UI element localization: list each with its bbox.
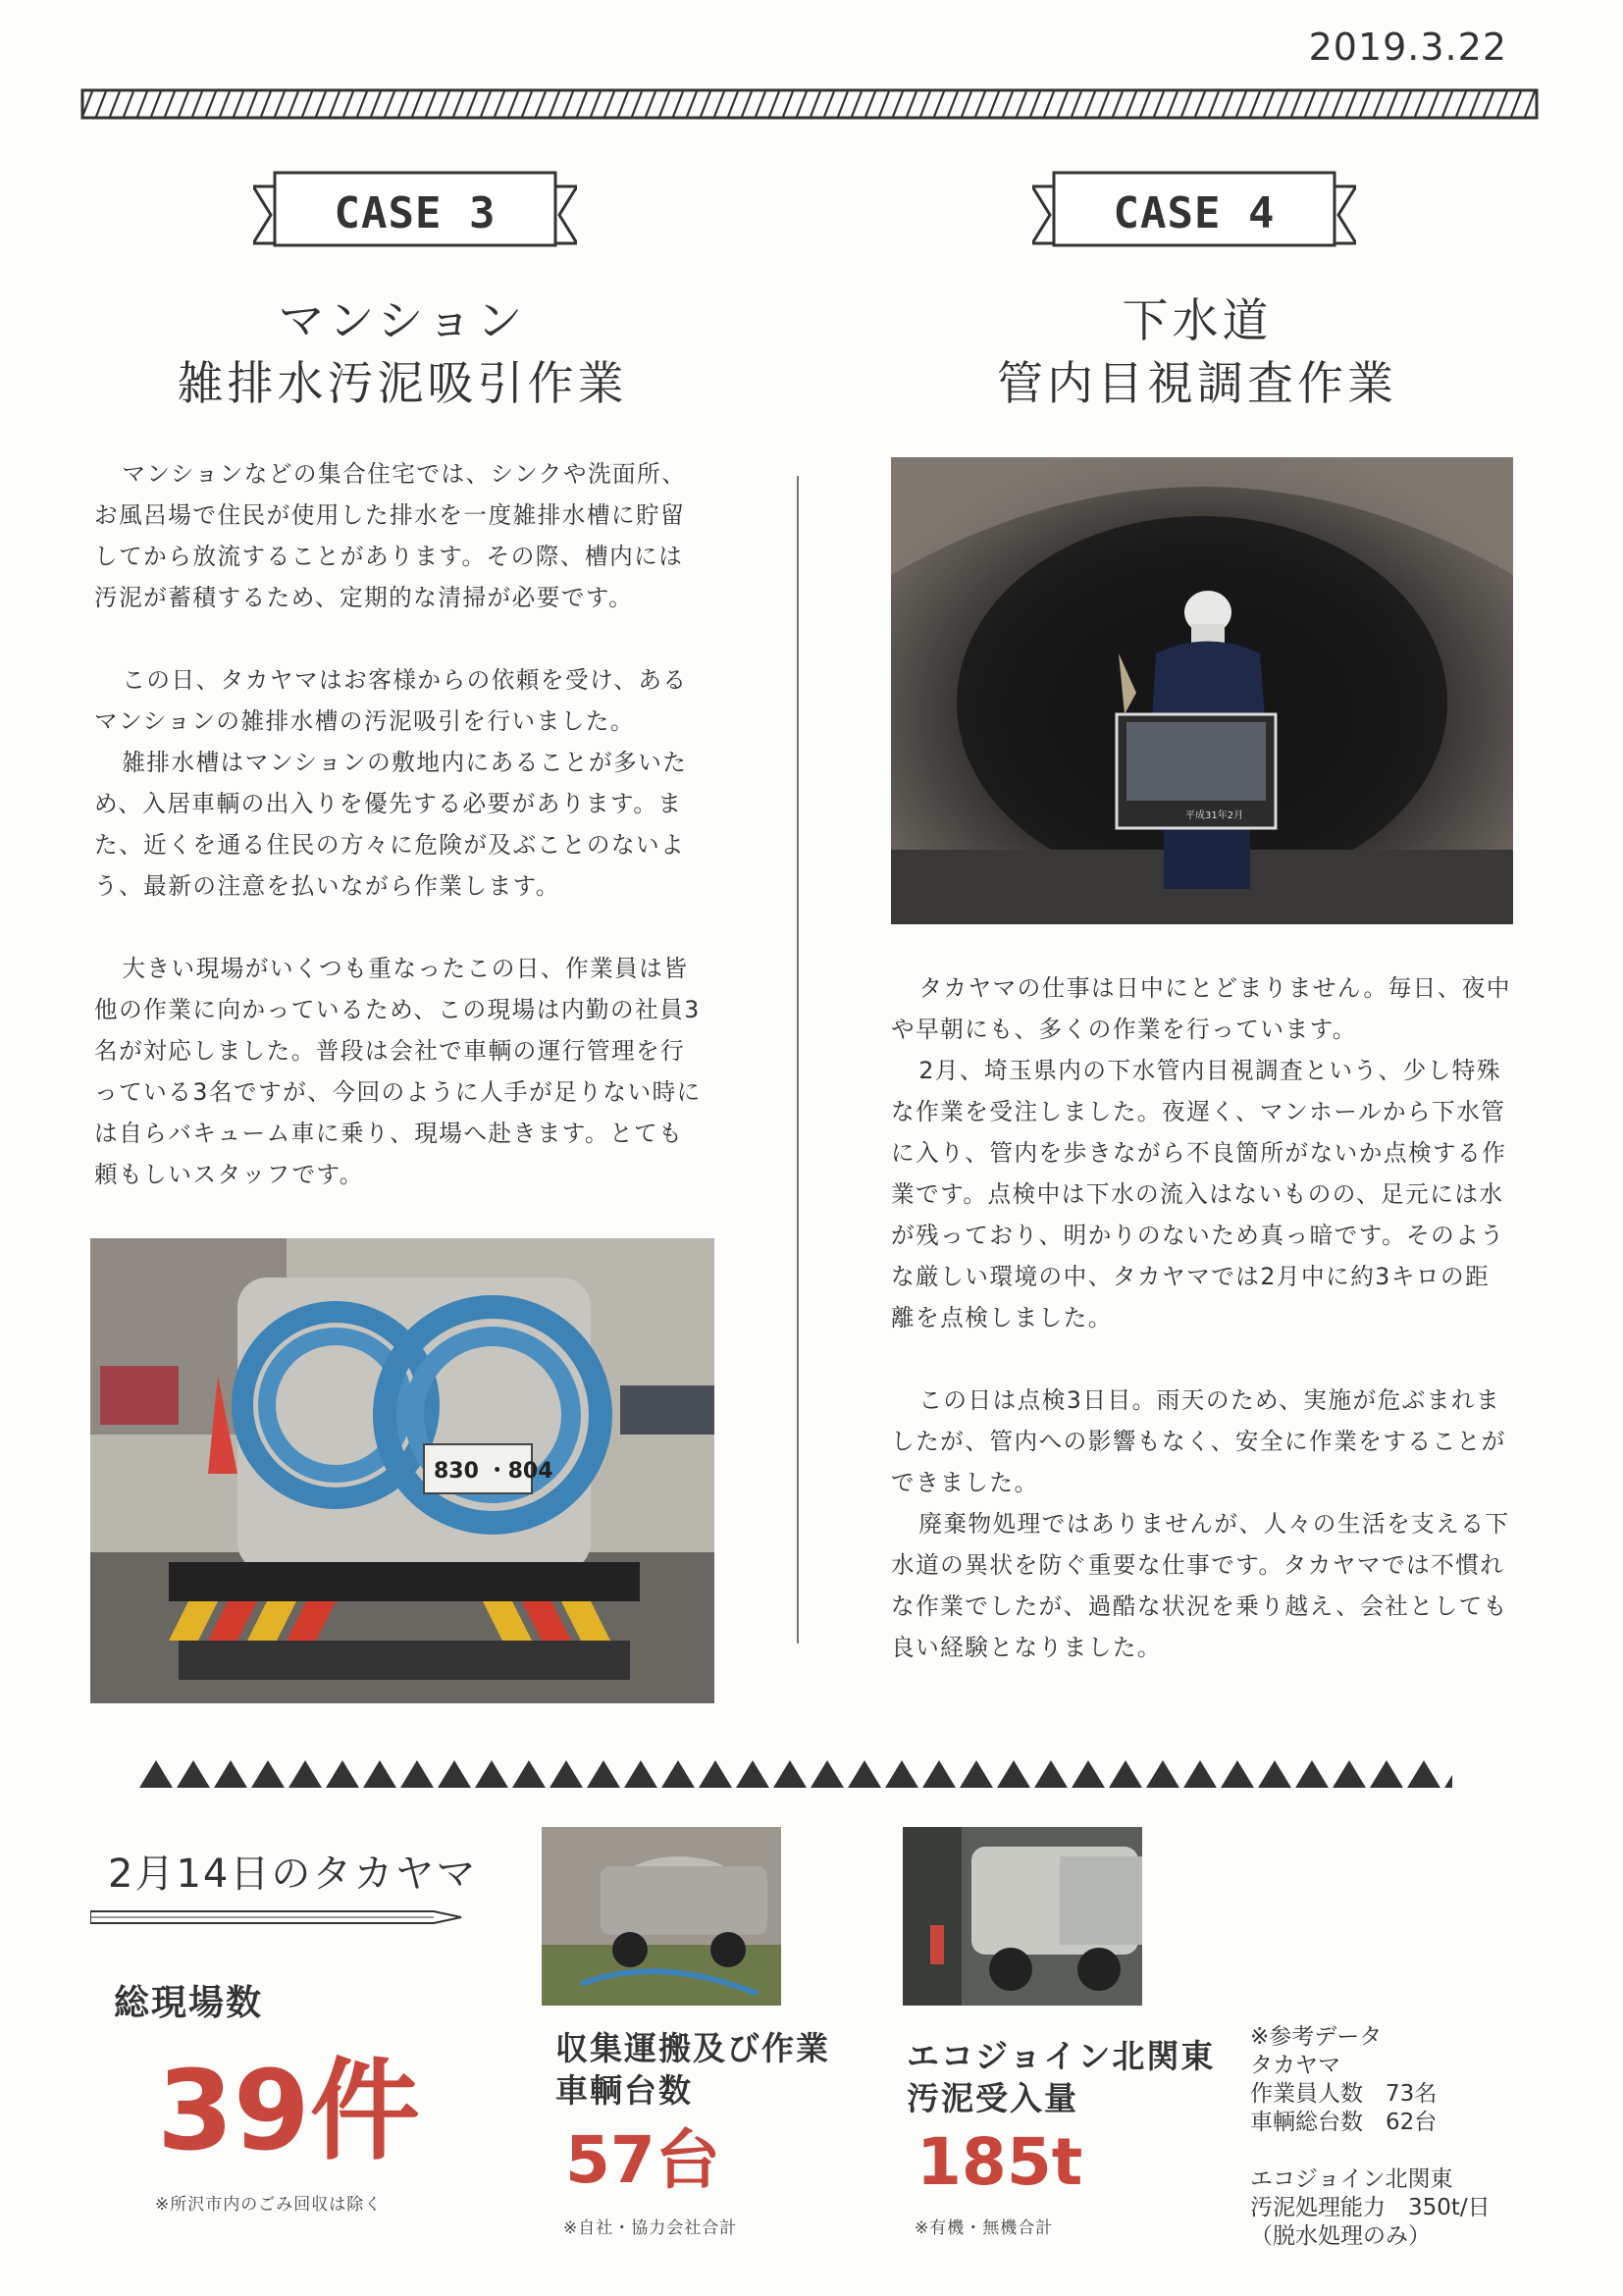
truck-plate: 830 ・804 <box>434 1459 553 1484</box>
vehicles-label-line1: 収集運搬及び作業 <box>555 2029 830 2067</box>
ref-vehicles: 車輌総台数 62台 <box>1250 2110 1438 2135</box>
case3-paragraph: 大きい現場がいくつも重なったこの日、作業員は皆他の作業に向かっているため、この現場は内勤の社員3名が対応しました。普段は会社で車輌の運行管理を行っている3名ですが、今回のように人手が足りない時には自らバキューム車に乗り、現場へ赴きます。とても頼もしいスタッフです。 <box>94 955 702 1188</box>
case3-title-line2: 雑排水汚泥吸引作業 <box>177 357 628 411</box>
case3-body <box>94 453 703 1195</box>
ref-company: タカヤマ <box>1250 2053 1340 2078</box>
ref-eco-name: エコジョイン北関東 <box>1250 2166 1453 2192</box>
case4-title-line1: 下水道 <box>1122 294 1273 348</box>
column-divider <box>797 476 799 1644</box>
case4-paragraph: 廃棄物処理ではありませんが、人々の生活を支える下水道の異状を防ぐ重要な仕事です。タカヤマでは不慣れな作業でしたが、過酷な状況を乗り越え、会社としても良い経験となりました。 <box>891 1510 1510 1661</box>
collection-truck-photo <box>542 1827 781 2006</box>
case4-body <box>891 967 1513 1668</box>
eco-truck-photo <box>903 1827 1142 2006</box>
case3-paragraph: この日、タカヤマはお客様からの依頼を受け、あるマンションの雑排水槽の汚泥吸引を行いました。 <box>94 666 688 735</box>
issue-date: 2019.3.22 <box>1308 26 1507 69</box>
case3-banner <box>253 165 577 267</box>
eco-note: ※有機・無機合計 <box>915 2218 1054 2238</box>
case3-label: CASE 3 <box>334 188 497 238</box>
reference-data <box>1250 2023 1544 2251</box>
case3-paragraph: マンションなどの集合住宅では、シンクや洗面所、お風呂場で住民が使用した排水を一度雑排水槽に貯留してから放流することがあります。その際、槽内には汚泥が蓄積するため、定期的な清掃が必要です。 <box>94 460 687 611</box>
vehicles-label-line2: 車輌台数 <box>555 2071 693 2110</box>
top-hatched-bar <box>80 86 1539 122</box>
eco-label <box>907 2035 1215 2119</box>
vehicles-note: ※自社・協力会社合計 <box>563 2218 738 2238</box>
case3-title <box>88 290 716 416</box>
case4-title <box>883 290 1511 416</box>
sewer-inspection-photo <box>891 457 1513 924</box>
ref-title: ※参考データ <box>1250 2024 1383 2050</box>
case4-paragraph: この日は点検3日目。雨天のため、実施が危ぶまれましたが、管内への影響もなく、安全に作業をすることができました。 <box>891 1386 1506 1496</box>
case4-paragraph: 2月、埼玉県内の下水管内目視調査という、少し特殊な作業を受注しました。夜遅く、マンホールから下水管に入り、管内を歩きながら不良箇所がないか点検する作業です。点検中は下水の流入はないものの、足元には水が残っており、明かりのないため真っ暗です。そのような厳しい環境の中、タカヤマでは2月中に約3キロの距離を点検しました。 <box>891 1057 1507 1331</box>
case3-paragraph: 雑排水槽はマンションの敷地内にあることが多いため、入居車輌の出入りを優先する必要があります。また、近くを通る住民の方々に危険が及ぶことのないよう、最新の注意を払いながら作業します。 <box>94 749 688 900</box>
total-sites-note: ※所沢市内のごみ回収は除く <box>155 2195 383 2215</box>
ref-staff: 作業員人数 73名 <box>1250 2081 1438 2107</box>
summary-heading: 2月14日のタカヤマ <box>108 1852 478 1897</box>
case3-title-line1: マンション <box>278 294 527 348</box>
vehicles-value: 57台 <box>565 2122 720 2198</box>
ref-capacity-note: （脱水処理のみ） <box>1250 2223 1431 2249</box>
eco-value: 185t <box>916 2124 1083 2200</box>
case4-paragraph: タカヤマの仕事は日中にとどまりません。毎日、夜中や早朝にも、多くの作業を行っています。 <box>891 974 1511 1043</box>
board-date: 平成31年2月 <box>1185 810 1244 821</box>
total-sites-value: 39件 <box>157 2048 420 2175</box>
eco-label-line1: エコジョイン北関東 <box>907 2037 1216 2075</box>
case4-title-line2: 管内目視調査作業 <box>997 357 1397 411</box>
vehicles-label <box>555 2027 830 2112</box>
case4-banner <box>1032 165 1356 267</box>
case4-label: CASE 4 <box>1113 188 1276 238</box>
ref-capacity: 汚泥処理能力 350t/日 <box>1250 2195 1491 2220</box>
pencil-underline <box>90 1907 463 1927</box>
total-sites-label: 総現場数 <box>114 1983 264 2023</box>
vacuum-truck-photo <box>90 1238 714 1703</box>
eco-label-line2: 汚泥受入量 <box>907 2079 1078 2117</box>
triangle-divider <box>137 1756 1452 1788</box>
